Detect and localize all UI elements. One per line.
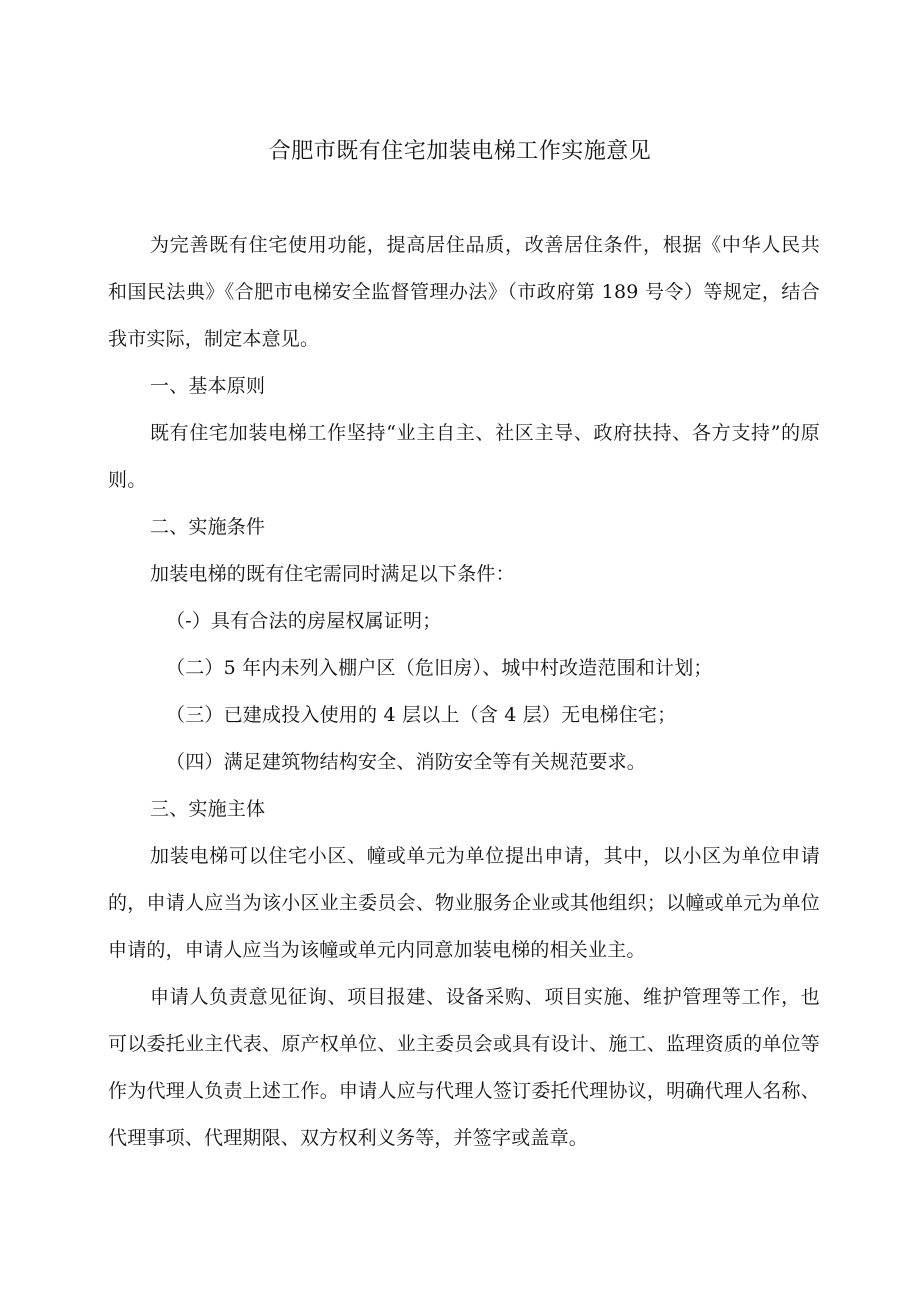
document-body <box>108 222 820 1162</box>
section-heading-implementation-subject: 三、实施主体 <box>150 798 266 820</box>
condition-item-2: （二）5 年内未列入棚户区（危旧房）、城中村改造范围和计划； <box>166 657 713 679</box>
section-heading-basic-principles: 一、基本原则 <box>150 375 266 397</box>
section-heading-implementation-conditions: 二、实施条件 <box>150 516 266 538</box>
conditions-intro: 加装电梯的既有住宅需同时满足以下条件： <box>150 563 515 585</box>
implementation-subject-paragraph: 加装电梯可以住宅小区、幢或单元为单位提出申请，其中，以小区为单位申请的，申请人应当为该小区业主委员会、物业服务企业或其他组织；以幢或单元为单位申请的，申请人应当为该幢或单元内同意加装电梯的相关业主。 <box>108 845 820 961</box>
condition-item-4: （四）满足建筑物结构安全、消防安全等有关规范要求。 <box>166 751 647 773</box>
intro-paragraph: 为完善既有住宅使用功能，提高居住品质，改善居住条件，根据《中华人民共和国民法典》《合肥市电梯安全监督管理办法》（市政府第 189 号令）等规定，结合我市实际，制定本意见。 <box>108 234 820 350</box>
condition-item-1: （-）具有合法的房屋权属证明； <box>166 610 442 632</box>
basic-principles-paragraph: 既有住宅加装电梯工作坚持“业主自主、社区主导、政府扶持、各方支持”的原则。 <box>108 422 820 491</box>
applicant-responsibilities-paragraph: 申请人负责意见征询、项目报建、设备采购、项目实施、维护管理等工作，也可以委托业主代表、原产权单位、业主委员会或具有设计、施工、监理资质的单位等作为代理人负责上述工作。申请人应与代理人签订委托代理协议，明确代理人名称、代理事项、代理期限、双方权利义务等，并签字或盖章。 <box>108 986 820 1149</box>
condition-item-3: （三）已建成投入使用的 4 层以上（含 4 层）无电梯住宅； <box>166 704 677 726</box>
document-title: 合肥市既有住宅加装电梯工作实施意见 <box>268 139 652 164</box>
